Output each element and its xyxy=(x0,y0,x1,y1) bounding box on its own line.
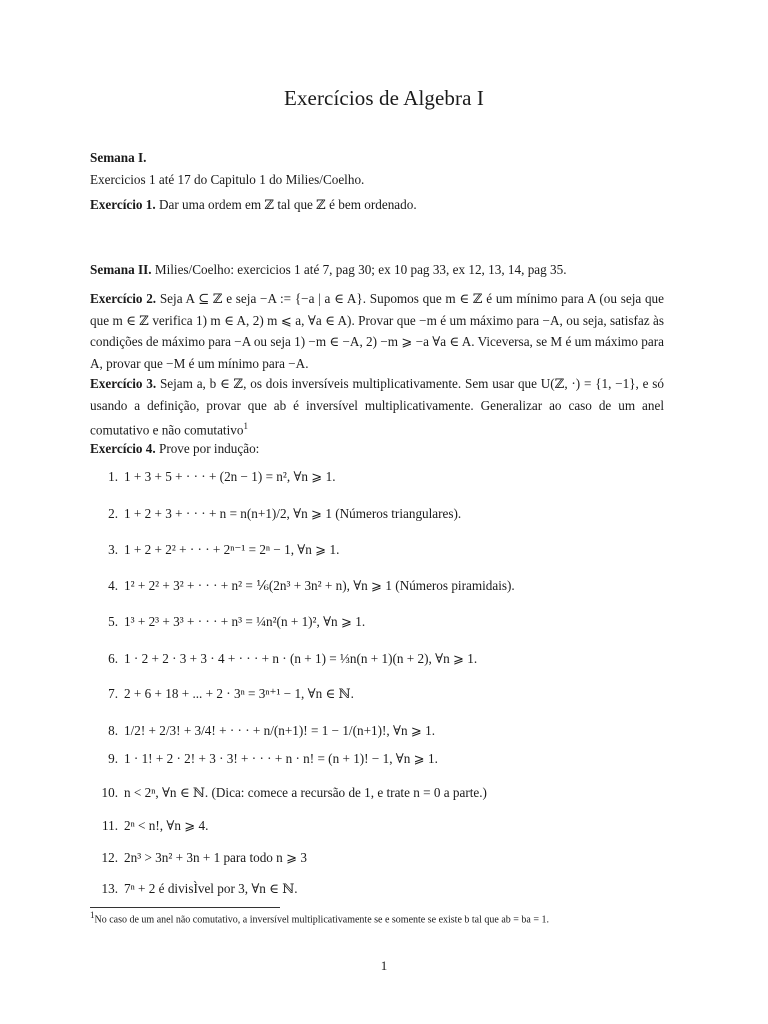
list-item: 5. 1³ + 2³ + 3³ + · · · + n³ = ¼n²(n + 1)², ∀n ⩾ 1. xyxy=(108,614,366,629)
footnote-text: No caso de um anel não comutativo, a inversível multiplicativamente se e somente se existe b tal que ab = ba = 1. xyxy=(94,914,549,926)
exercise-3-label: Exercício 3. xyxy=(90,376,157,391)
list-item: 11. 2ⁿ < n!, ∀n ⩾ 4. xyxy=(102,818,209,833)
exercise-3 xyxy=(90,373,664,441)
semana-1-block xyxy=(90,147,664,190)
exercise-1-label: Exercício 1. xyxy=(90,197,156,212)
page-number: 1 xyxy=(380,958,388,973)
exercise-4 xyxy=(90,438,664,460)
footnote-mark: 1 xyxy=(90,910,95,920)
exercise-2-label: Exercício 2. xyxy=(90,291,157,306)
exercise-4-label: Exercício 4. xyxy=(90,441,156,456)
exercise-3-text: Sejam a, b ∈ ℤ, os dois inversíveis multiplicativamente. Sem usar que U(ℤ, ·) = {1, −1}, e só usando a definição, provar que ab é inversível multiplicativamente. Generalizar ao caso de um anel comutativo e não comutativo xyxy=(90,376,664,438)
semana-1-text: Exercicios 1 até 17 do Capitulo 1 do Milies/Coelho. xyxy=(90,171,365,187)
list-item: 10. n < 2ⁿ, ∀n ∈ ℕ. (Dica: comece a recursão de 1, e trate n = 0 a parte.) xyxy=(101,785,487,800)
list-item: 2. 1 + 2 + 3 + · · · + n = n(n+1)/2, ∀n ⩾ 1 (Números triangulares). xyxy=(108,506,462,521)
semana-2-text: Milies/Coelho: exercicios 1 até 7, pag 30; ex 10 pag 33, ex 12, 13, 14, pag 35. xyxy=(154,262,567,277)
list-item: 1. 1 + 3 + 5 + · · · + (2n − 1) = n², ∀n ⩾ 1. xyxy=(108,469,336,484)
semana-2-block xyxy=(90,259,664,281)
exercise-1-text: Dar uma ordem em ℤ tal que ℤ é bem ordenado. xyxy=(158,197,417,212)
semana-1-heading: Semana I. xyxy=(90,150,147,165)
exercise-4-text: Prove por indução: xyxy=(158,441,260,456)
page-title: Exercícios de Algebra I xyxy=(284,86,484,110)
list-item: 6. 1 · 2 + 2 · 3 + 3 · 4 + · · · + n · (n + 1) = ⅓n(n + 1)(n + 2), ∀n ⩾ 1. xyxy=(108,651,478,666)
list-item: 3. 1 + 2 + 2² + · · · + 2ⁿ⁻¹ = 2ⁿ − 1, ∀n ⩾ 1. xyxy=(108,542,340,557)
list-item: 9. 1 · 1! + 2 · 2! + 3 · 3! + · · · + n · n! = (n + 1)! − 1, ∀n ⩾ 1. xyxy=(108,751,438,766)
exercise-1 xyxy=(90,194,664,216)
list-item: 12. 2n³ > 3n² + 3n + 1 para todo n ⩾ 3 xyxy=(101,850,308,865)
list-item: 8. 1/2! + 2/3! + 3/4! + · · · + n/(n+1)! = 1 − 1/(n+1)!, ∀n ⩾ 1. xyxy=(108,723,436,738)
list-item: 13. 7ⁿ + 2 é divisÌvel por 3, ∀n ∈ ℕ. xyxy=(101,881,298,896)
list-item: 4. 1² + 2² + 3² + · · · + n² = ⅙(2n³ + 3n² + n), ∀n ⩾ 1 (Números piramidais). xyxy=(108,578,515,593)
exercise-2-text: Seja A ⊆ ℤ e seja −A := {−a | a ∈ A}. Supomos que m ∈ ℤ é um mínimo para A (ou seja que que m ∈ ℤ verifica 1) m ∈ A, 2) m ⩽ a, ∀a ∈ A). Provar que −m é um máximo para −A, ou seja, satisfaz às condições de máximo para −A ou seja 1) −m ∈ −A, 2) −m ⩾ −a ∀a ∈ A. Viceversa, se M é um máximo para A, provar que −M é um mínimo para −A. xyxy=(90,291,664,371)
footnote-rule xyxy=(90,907,280,908)
footnote-ref: 1 xyxy=(243,421,248,431)
list-item: 7. 2 + 6 + 18 + ... + 2 · 3ⁿ = 3ⁿ⁺¹ − 1, ∀n ∈ ℕ. xyxy=(108,686,354,701)
semana-2-heading: Semana II. xyxy=(90,262,152,277)
footnote xyxy=(90,910,690,925)
exercise-2 xyxy=(90,288,664,374)
